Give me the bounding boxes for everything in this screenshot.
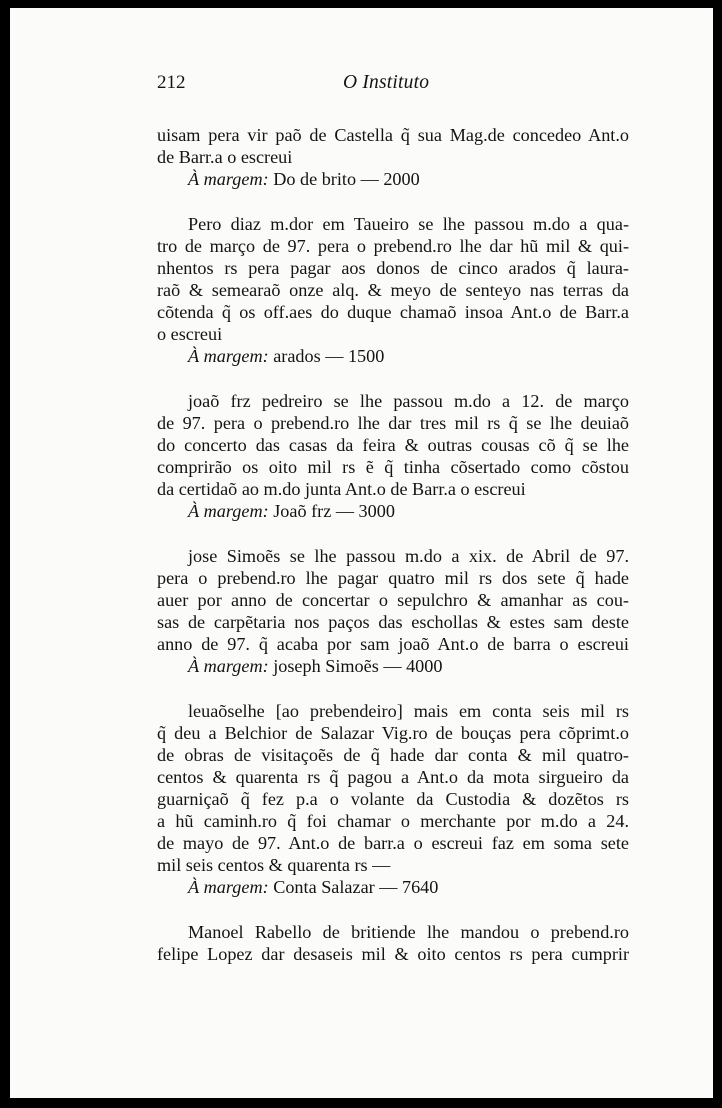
text-line: uisam pera vir paõ de Castella q̃ sua Mag.de concedeo Ant.o — [157, 125, 629, 145]
margin-note-text: joseph Simoẽs — 4000 — [273, 656, 443, 676]
margin-note — [157, 500, 629, 522]
text-line: de Barr.a o escreui — [157, 147, 293, 167]
text-line: nhentos rs pera pagar aos donos de cinco arados q̃ laura- — [157, 258, 629, 278]
margin-label: À margem: — [188, 169, 269, 189]
text-line: Manoel Rabello de britiende lhe mandou o prebend.ro — [188, 922, 629, 942]
text-line: de 97. pera o prebend.ro lhe dar tres mil rs q̃ se lhe deuiaõ — [157, 413, 629, 433]
text-line: do concerto das casas da feira & outras cousas cõ q̃ se lhe — [157, 435, 629, 455]
entry-gap — [157, 677, 629, 700]
text-line: de obras de visitaçoẽs de q̃ hade dar conta & mil quatro- — [157, 745, 629, 765]
margin-note — [157, 168, 629, 190]
entry-gap — [157, 898, 629, 921]
margin-note-text: Do de brito — 2000 — [273, 169, 420, 189]
margin-label: À margem: — [188, 877, 269, 897]
entry — [157, 921, 629, 965]
text-line: sas de carpẽtaria nos paços das eschollas & estes sam deste — [157, 612, 629, 632]
text-line: tro de março de 97. pera o prebend.ro lhe dar hũ mil & qui- — [157, 236, 629, 256]
running-title: O Instituto — [343, 72, 430, 93]
entry — [157, 545, 629, 677]
text-line: guarniçaõ q̃ fez p.a o volante da Custodia & dozẽtos rs — [157, 789, 629, 809]
text-line: mil seis centos & quarenta rs — — [157, 855, 391, 875]
text-line: felipe Lopez dar desaseis mil & oito centos rs pera cumprir — [157, 944, 629, 964]
margin-label: À margem: — [188, 346, 269, 366]
margin-note — [157, 345, 629, 367]
text-line: pera o prebend.ro lhe pagar quatro mil rs dos sete q̃ hade — [157, 568, 629, 588]
text-line: q̃ deu a Belchior de Salazar Vig.ro de bouças pera cõprimt.o — [157, 723, 629, 743]
document-page — [10, 8, 713, 1098]
text-line: da certidaõ ao m.do junta Ant.o de Barr.a o escreui — [157, 479, 526, 499]
entry-gap — [157, 190, 629, 213]
page-number: 212 — [157, 72, 186, 93]
entry-gap — [157, 367, 629, 390]
page-header — [157, 72, 629, 102]
entry-gap — [157, 522, 629, 545]
text-line: de mayo de 97. Ant.o de barr.a o escreui faz em soma sete — [157, 833, 629, 853]
margin-label: À margem: — [188, 501, 269, 521]
text-line: joaõ frz pedreiro se lhe passou m.do a 12. de março — [188, 391, 629, 411]
text-line: raõ & semearaõ onze alq. & meyo de senteyo nas terras da — [157, 280, 629, 300]
text-line: anno de 97. q̃ acaba por sam joaõ Ant.o de barra o escreui — [157, 634, 629, 654]
entry — [157, 213, 629, 367]
text-line: comprirão os oito mil rs ẽ q̃ tinha cõsertado como cõstou — [157, 457, 629, 477]
text-line: leuaõselhe [ao prebendeiro] mais em conta seis mil rs — [188, 701, 629, 721]
margin-note-text: Joaõ frz — 3000 — [273, 501, 395, 521]
text-line: jose Simoẽs se lhe passou m.do a xix. de Abril de 97. — [188, 546, 629, 566]
text-line: auer por anno de concertar o sepulchro & amanhar as cou- — [157, 590, 629, 610]
text-line: cõtenda q̃ os off.aes do duque chamaõ insoa Ant.o de Barr.a — [157, 302, 629, 322]
margin-label: À margem: — [188, 656, 269, 676]
entry — [157, 390, 629, 522]
entry — [157, 124, 629, 190]
body-text — [157, 124, 629, 965]
margin-note-text: Conta Salazar — 7640 — [273, 877, 439, 897]
text-line: o escreui — [157, 324, 223, 344]
margin-note — [157, 655, 629, 677]
entry — [157, 700, 629, 898]
margin-note-text: arados — 1500 — [273, 346, 385, 366]
text-line: Pero diaz m.dor em Taueiro se lhe passou m.do a qua- — [188, 214, 629, 234]
margin-note — [157, 876, 629, 898]
text-line: a hũ caminh.ro q̃ foi chamar o merchante por m.do a 24. — [157, 811, 629, 831]
text-line: centos & quarenta rs q̃ pagou a Ant.o da mota sirgueiro da — [157, 767, 629, 787]
